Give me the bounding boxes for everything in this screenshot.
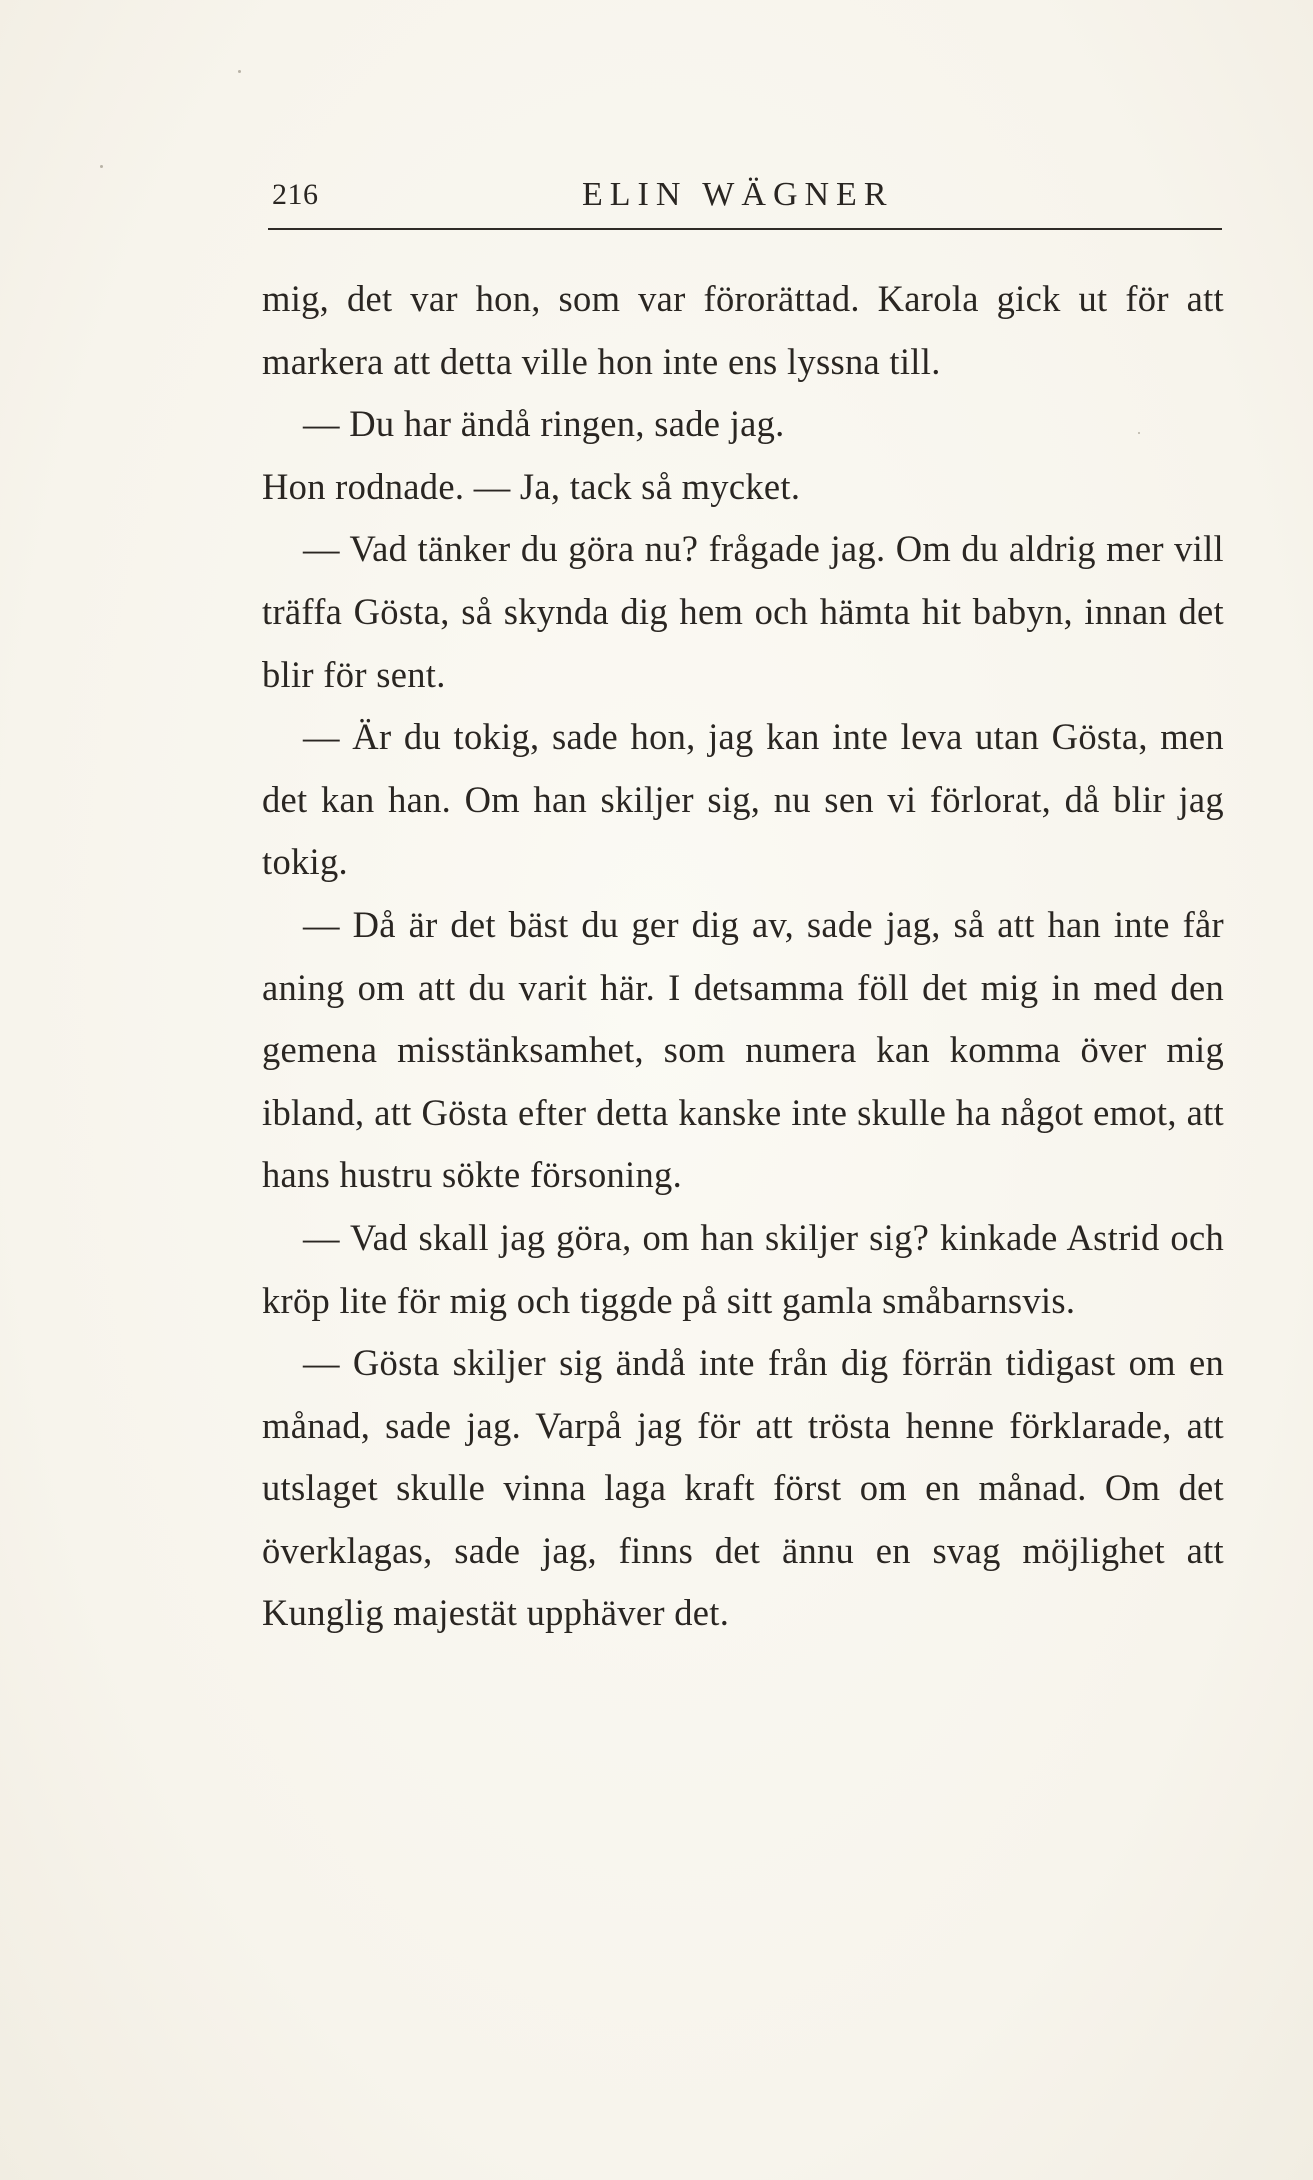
body-text bbox=[262, 268, 1224, 1645]
header-rule bbox=[268, 228, 1222, 230]
paragraph: — Vad tänker du göra nu? frågade jag. Om du aldrig mer vill träffa Gösta, så skynda dig hem och hämta hit babyn, innan det blir för sent. bbox=[262, 528, 1224, 695]
paragraph: mig, det var hon, som var förorättad. Karola gick ut för att markera att detta ville hon inte ens lyssna till. bbox=[262, 278, 1224, 382]
paragraph: — Gösta skiljer sig ändå inte från dig förrän tidigast om en månad, sade jag. Varpå jag för att trösta henne förklarade, att utslaget skulle vinna laga kraft först om en månad. Om det överklagas, sade jag, finns det ännu en svag möjlighet att Kunglig majestät upphäver det. bbox=[262, 1342, 1224, 1634]
paragraph: — Du har ändå ringen, sade jag. bbox=[303, 403, 785, 445]
paper-speck bbox=[1138, 432, 1140, 434]
page-header bbox=[272, 172, 1220, 224]
paper-speck bbox=[238, 70, 241, 73]
paragraph: — Då är det bäst du ger dig av, sade jag, så att han inte får aning om att du varit här. I detsamma föll det mig in med den gemena misstänksamhet, som numera kan komma över mig ibland, att Gösta efter detta kanske inte skulle ha något emot, att hans hustru sökte försoning. bbox=[262, 903, 1224, 1196]
running-title: ELIN WÄGNER bbox=[582, 176, 894, 213]
paragraph: — Vad skall jag göra, om han skiljer sig? kinkade Astrid och kröp lite för mig och tiggde på sitt gamla småbarnsvis. bbox=[262, 1216, 1224, 1321]
page-number: 216 bbox=[272, 178, 319, 211]
paragraph: — Är du tokig, sade hon, jag kan inte leva utan Gösta, men det kan han. Om han skiljer sig, nu sen vi förlorat, då blir jag tokig. bbox=[262, 716, 1224, 883]
paragraph: Hon rodnade. — Ja, tack så mycket. bbox=[262, 465, 801, 507]
paper-speck bbox=[100, 165, 103, 168]
